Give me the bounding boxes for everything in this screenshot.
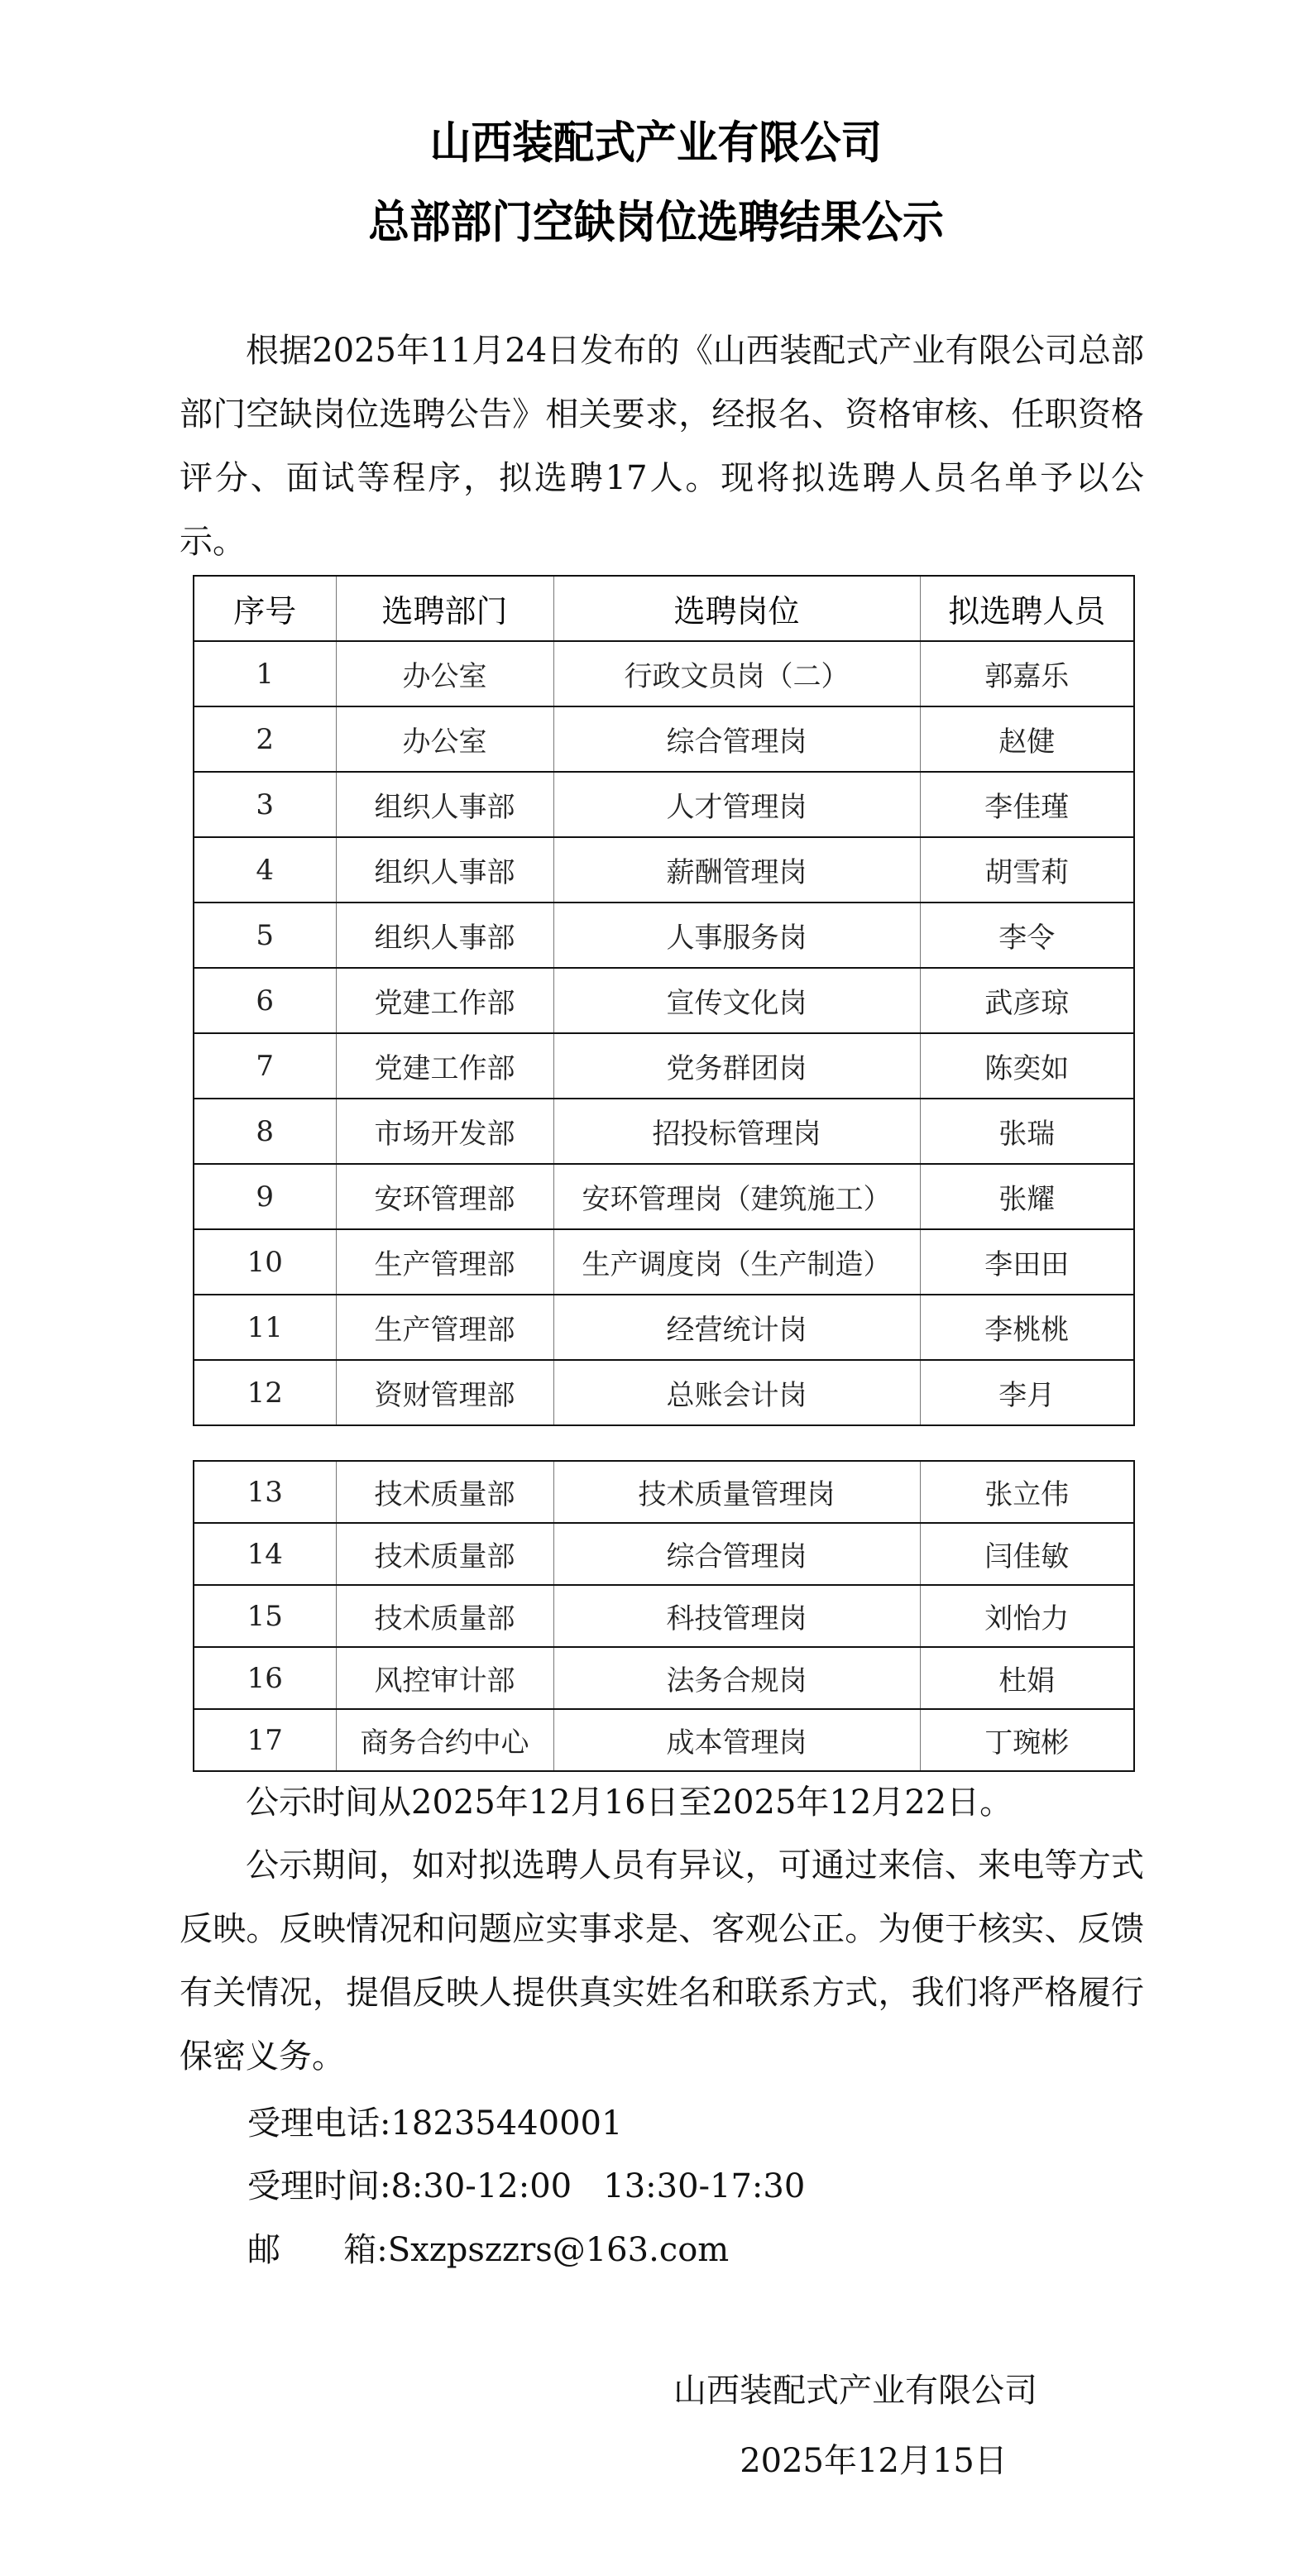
row-position: 宣传文化岗 [553, 968, 920, 1033]
row-no: 6 [194, 968, 336, 1033]
row-department: 办公室 [336, 706, 553, 772]
row-no: 12 [194, 1360, 336, 1425]
table-row [194, 1295, 1134, 1360]
row-position: 经营统计岗 [553, 1295, 920, 1360]
row-position: 安环管理岗（建筑施工） [553, 1164, 920, 1229]
row-candidate: 李月 [920, 1360, 1134, 1425]
row-candidate: 闫佳敏 [920, 1523, 1134, 1585]
row-department: 技术质量部 [336, 1585, 553, 1647]
table-row [194, 1647, 1134, 1709]
row-department: 技术质量部 [336, 1461, 553, 1523]
row-no: 5 [194, 903, 336, 968]
row-candidate: 丁琬彬 [920, 1709, 1134, 1771]
row-position: 行政文员岗（二） [553, 641, 920, 706]
phone-number: 18235440001 [390, 2104, 623, 2143]
row-no: 1 [194, 641, 336, 706]
row-position: 综合管理岗 [553, 1523, 920, 1585]
row-department: 党建工作部 [336, 1033, 553, 1099]
row-department: 党建工作部 [336, 968, 553, 1033]
row-candidate: 胡雪莉 [920, 837, 1134, 903]
row-department: 技术质量部 [336, 1523, 553, 1585]
row-position: 人才管理岗 [553, 772, 920, 837]
row-no: 14 [194, 1523, 336, 1585]
row-no: 2 [194, 706, 336, 772]
row-department: 安环管理部 [336, 1164, 553, 1229]
row-position: 党务群团岗 [553, 1033, 920, 1099]
row-position: 科技管理岗 [553, 1585, 920, 1647]
table-row [194, 1033, 1134, 1099]
table-header-row [194, 576, 1134, 641]
row-position: 招投标管理岗 [553, 1099, 920, 1164]
row-position: 生产调度岗（生产制造） [553, 1229, 920, 1295]
table-row [194, 1164, 1134, 1229]
candidate-table-part-1 [193, 575, 1135, 1426]
row-no: 8 [194, 1099, 336, 1164]
row-department: 组织人事部 [336, 837, 553, 903]
header-no: 序号 [194, 576, 336, 641]
row-no: 15 [194, 1585, 336, 1647]
email-label: 邮 箱: [247, 2231, 388, 2269]
table-row [194, 1360, 1134, 1425]
row-no: 4 [194, 837, 336, 903]
row-candidate: 武彦琼 [920, 968, 1134, 1033]
row-department: 生产管理部 [336, 1295, 553, 1360]
row-department: 组织人事部 [336, 772, 553, 837]
table-row [194, 641, 1134, 706]
table-row [194, 903, 1134, 968]
row-position: 薪酬管理岗 [553, 837, 920, 903]
contact-email-line [247, 2219, 729, 2282]
table-row [194, 837, 1134, 903]
table-row [194, 772, 1134, 837]
row-department: 生产管理部 [336, 1229, 553, 1295]
header-position: 选聘岗位 [553, 576, 920, 641]
row-candidate: 陈奕如 [920, 1033, 1134, 1099]
row-candidate: 郭嘉乐 [920, 641, 1134, 706]
table-row [194, 1229, 1134, 1295]
table-row [194, 1523, 1134, 1585]
contact-hours-line [247, 2155, 805, 2219]
email-address: Sxzpszzrs@163.com [387, 2231, 730, 2269]
row-position: 法务合规岗 [553, 1647, 920, 1709]
office-hours: 8:30-12:00 13:30-17:30 [390, 2167, 806, 2205]
row-position: 人事服务岗 [553, 903, 920, 968]
row-candidate: 李佳瑾 [920, 772, 1134, 837]
row-position: 技术质量管理岗 [553, 1461, 920, 1523]
document-title-subject: 总部部门空缺岗位选聘结果公示 [368, 195, 944, 248]
table-row [194, 706, 1134, 772]
row-department: 资财管理部 [336, 1360, 553, 1425]
table-row [194, 1709, 1134, 1771]
table-row [194, 1461, 1134, 1523]
header-candidate: 拟选聘人员 [920, 576, 1134, 641]
document-title-company: 山西装配式产业有限公司 [429, 116, 883, 169]
row-candidate: 李令 [920, 903, 1134, 968]
intro-paragraph: 根据2025年11月24日发布的《山西装配式产业有限公司总部部门空缺岗位选聘公告》相关要求，经报名、资格审核、任职资格评分、面试等程序，拟选聘17人。现将拟选聘人员名单予以公示。 [180, 332, 1144, 561]
row-department: 商务合约中心 [336, 1709, 553, 1771]
row-position: 综合管理岗 [553, 706, 920, 772]
row-candidate: 赵健 [920, 706, 1134, 772]
row-no: 3 [194, 772, 336, 837]
row-no: 13 [194, 1461, 336, 1523]
hours-label: 受理时间: [247, 2167, 391, 2205]
row-department: 市场开发部 [336, 1099, 553, 1164]
row-candidate: 李桃桃 [920, 1295, 1134, 1360]
row-no: 16 [194, 1647, 336, 1709]
row-no: 7 [194, 1033, 336, 1099]
publicity-period: 公示时间从2025年12月16日至2025年12月22日。 [246, 1784, 1013, 1822]
row-candidate: 张瑞 [920, 1099, 1134, 1164]
signature-company: 山西装配式产业有限公司 [673, 2372, 1037, 2410]
row-candidate: 张立伟 [920, 1461, 1134, 1523]
objection-notice: 公示期间，如对拟选聘人员有异议，可通过来信、来电等方式反映。反映情况和问题应实事求是、客观公正。为便于核实、反馈有关情况，提倡反映人提供真实姓名和联系方式，我们将严格履行保密义务。 [180, 1846, 1144, 2076]
row-candidate: 杜娟 [920, 1647, 1134, 1709]
row-department: 组织人事部 [336, 903, 553, 968]
row-no: 11 [194, 1295, 336, 1360]
row-department: 风控审计部 [336, 1647, 553, 1709]
row-no: 10 [194, 1229, 336, 1295]
row-position: 成本管理岗 [553, 1709, 920, 1771]
row-candidate: 刘怡力 [920, 1585, 1134, 1647]
phone-label: 受理电话: [247, 2104, 391, 2143]
candidate-table-part-2 [193, 1460, 1135, 1772]
table-row [194, 1099, 1134, 1164]
contact-phone-line [247, 2092, 622, 2156]
row-candidate: 李田田 [920, 1229, 1134, 1295]
row-candidate: 张耀 [920, 1164, 1134, 1229]
table-row [194, 1585, 1134, 1647]
row-no: 9 [194, 1164, 336, 1229]
table-row [194, 968, 1134, 1033]
row-no: 17 [194, 1709, 336, 1771]
row-department: 办公室 [336, 641, 553, 706]
row-position: 总账会计岗 [553, 1360, 920, 1425]
header-department: 选聘部门 [336, 576, 553, 641]
signature-date: 2025年12月15日 [740, 2442, 1008, 2480]
